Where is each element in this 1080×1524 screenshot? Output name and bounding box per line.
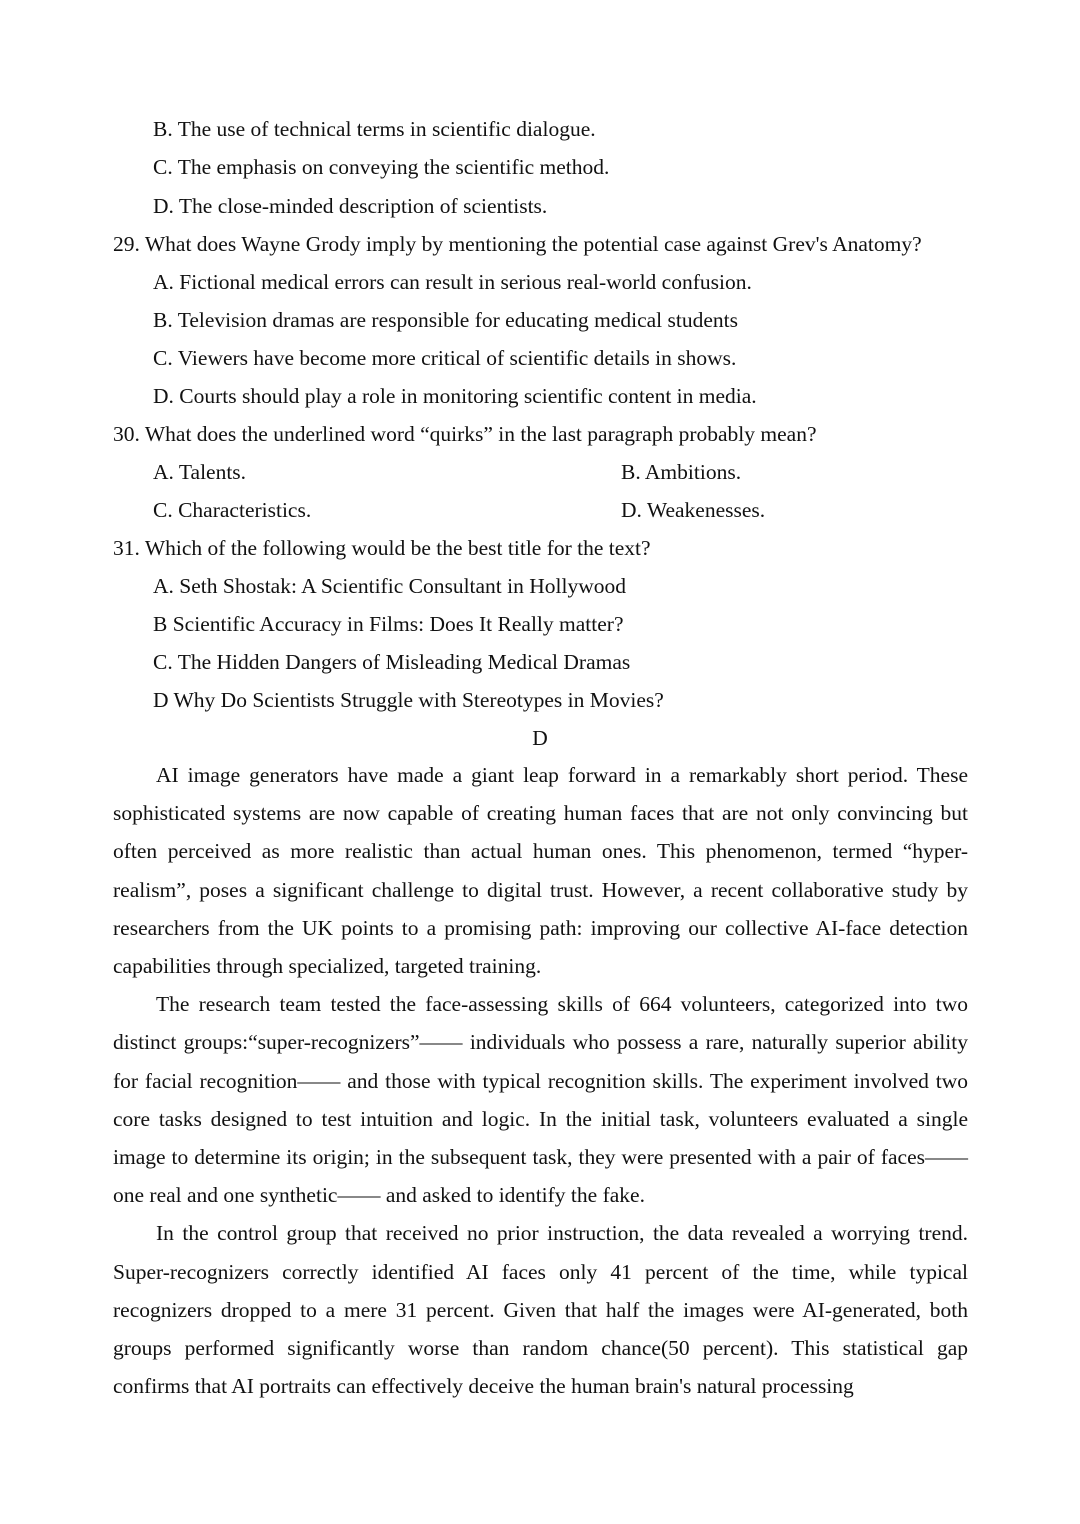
q31-stem: 31. Which of the following would be the best title for the text? (113, 536, 651, 560)
q29-option-c: C. Viewers have become more critical of scientific details in shows. (153, 346, 737, 370)
q31-option-b: B Scientific Accuracy in Films: Does It Really matter? (153, 612, 624, 636)
passage-d (113, 756, 968, 1405)
q30-option-d: D. Weakenesses. (621, 498, 766, 522)
section-heading: D (532, 726, 548, 750)
q30-option-b: B. Ambitions. (621, 460, 742, 484)
passage-paragraph-1: AI image generators have made a giant leap forward in a remarkably short period. These sophisticated systems are now capable of creating human faces that are not only convincing but often perceived as more realistic than actual human ones. This phenomenon, termed “hyper-realism”, poses a significant challenge to digital trust. However, a recent collaborative study by researchers from the UK points to a promising path: improving our collective AI-face detection capabilities through specialized, targeted training. (113, 763, 968, 979)
q28-option-d: D. The close-minded description of scientists. (153, 194, 548, 218)
q28-option-b: B. The use of technical terms in scientific dialogue. (153, 117, 596, 141)
q28-option-c: C. The emphasis on conveying the scientific method. (153, 155, 610, 179)
q29-option-d: D. Courts should play a role in monitoring scientific content in media. (153, 384, 757, 408)
q31-option-d: D Why Do Scientists Struggle with Stereotypes in Movies? (153, 688, 664, 712)
q29-stem: 29. What does Wayne Grody imply by mentioning the potential case against Grev's Anatomy? (113, 232, 922, 256)
q30-stem: 30. What does the underlined word “quirks” in the last paragraph probably mean? (113, 422, 817, 446)
passage-paragraph-3: In the control group that received no prior instruction, the data revealed a worrying trend. Super-recognizers correctly identified AI faces only 41 percent of the time, while typical recognizers dropped to a mere 31 percent. Given that half the images were AI-generated, both groups performed significantly worse than random chance(50 percent). This statistical gap confirms that AI portraits can effectively deceive the human brain's natural processing (113, 1221, 968, 1399)
q29-option-b: B. Television dramas are responsible for educating medical students (153, 308, 739, 332)
q29-option-a: A. Fictional medical errors can result in serious real-world confusion. (153, 270, 752, 294)
q31-option-a: A. Seth Shostak: A Scientific Consultant in Hollywood (153, 574, 626, 598)
q30-option-a: A. Talents. (153, 460, 247, 484)
q30-option-c: C. Characteristics. (153, 498, 312, 522)
q31-option-c: C. The Hidden Dangers of Misleading Medical Dramas (153, 650, 631, 674)
passage-paragraph-2: The research team tested the face-assessing skills of 664 volunteers, categorized into two distinct groups:“super-recognizers”—— individuals who possess a rare, naturally superior ability for facial recognition—— and those with typical recognition skills. The experiment involved two core tasks designed to test intuition and logic. In the initial task, volunteers evaluated a single image to determine its origin; in the subsequent task, they were presented with a pair of faces—— one real and one synthetic—— and asked to identify the fake. (113, 992, 968, 1208)
